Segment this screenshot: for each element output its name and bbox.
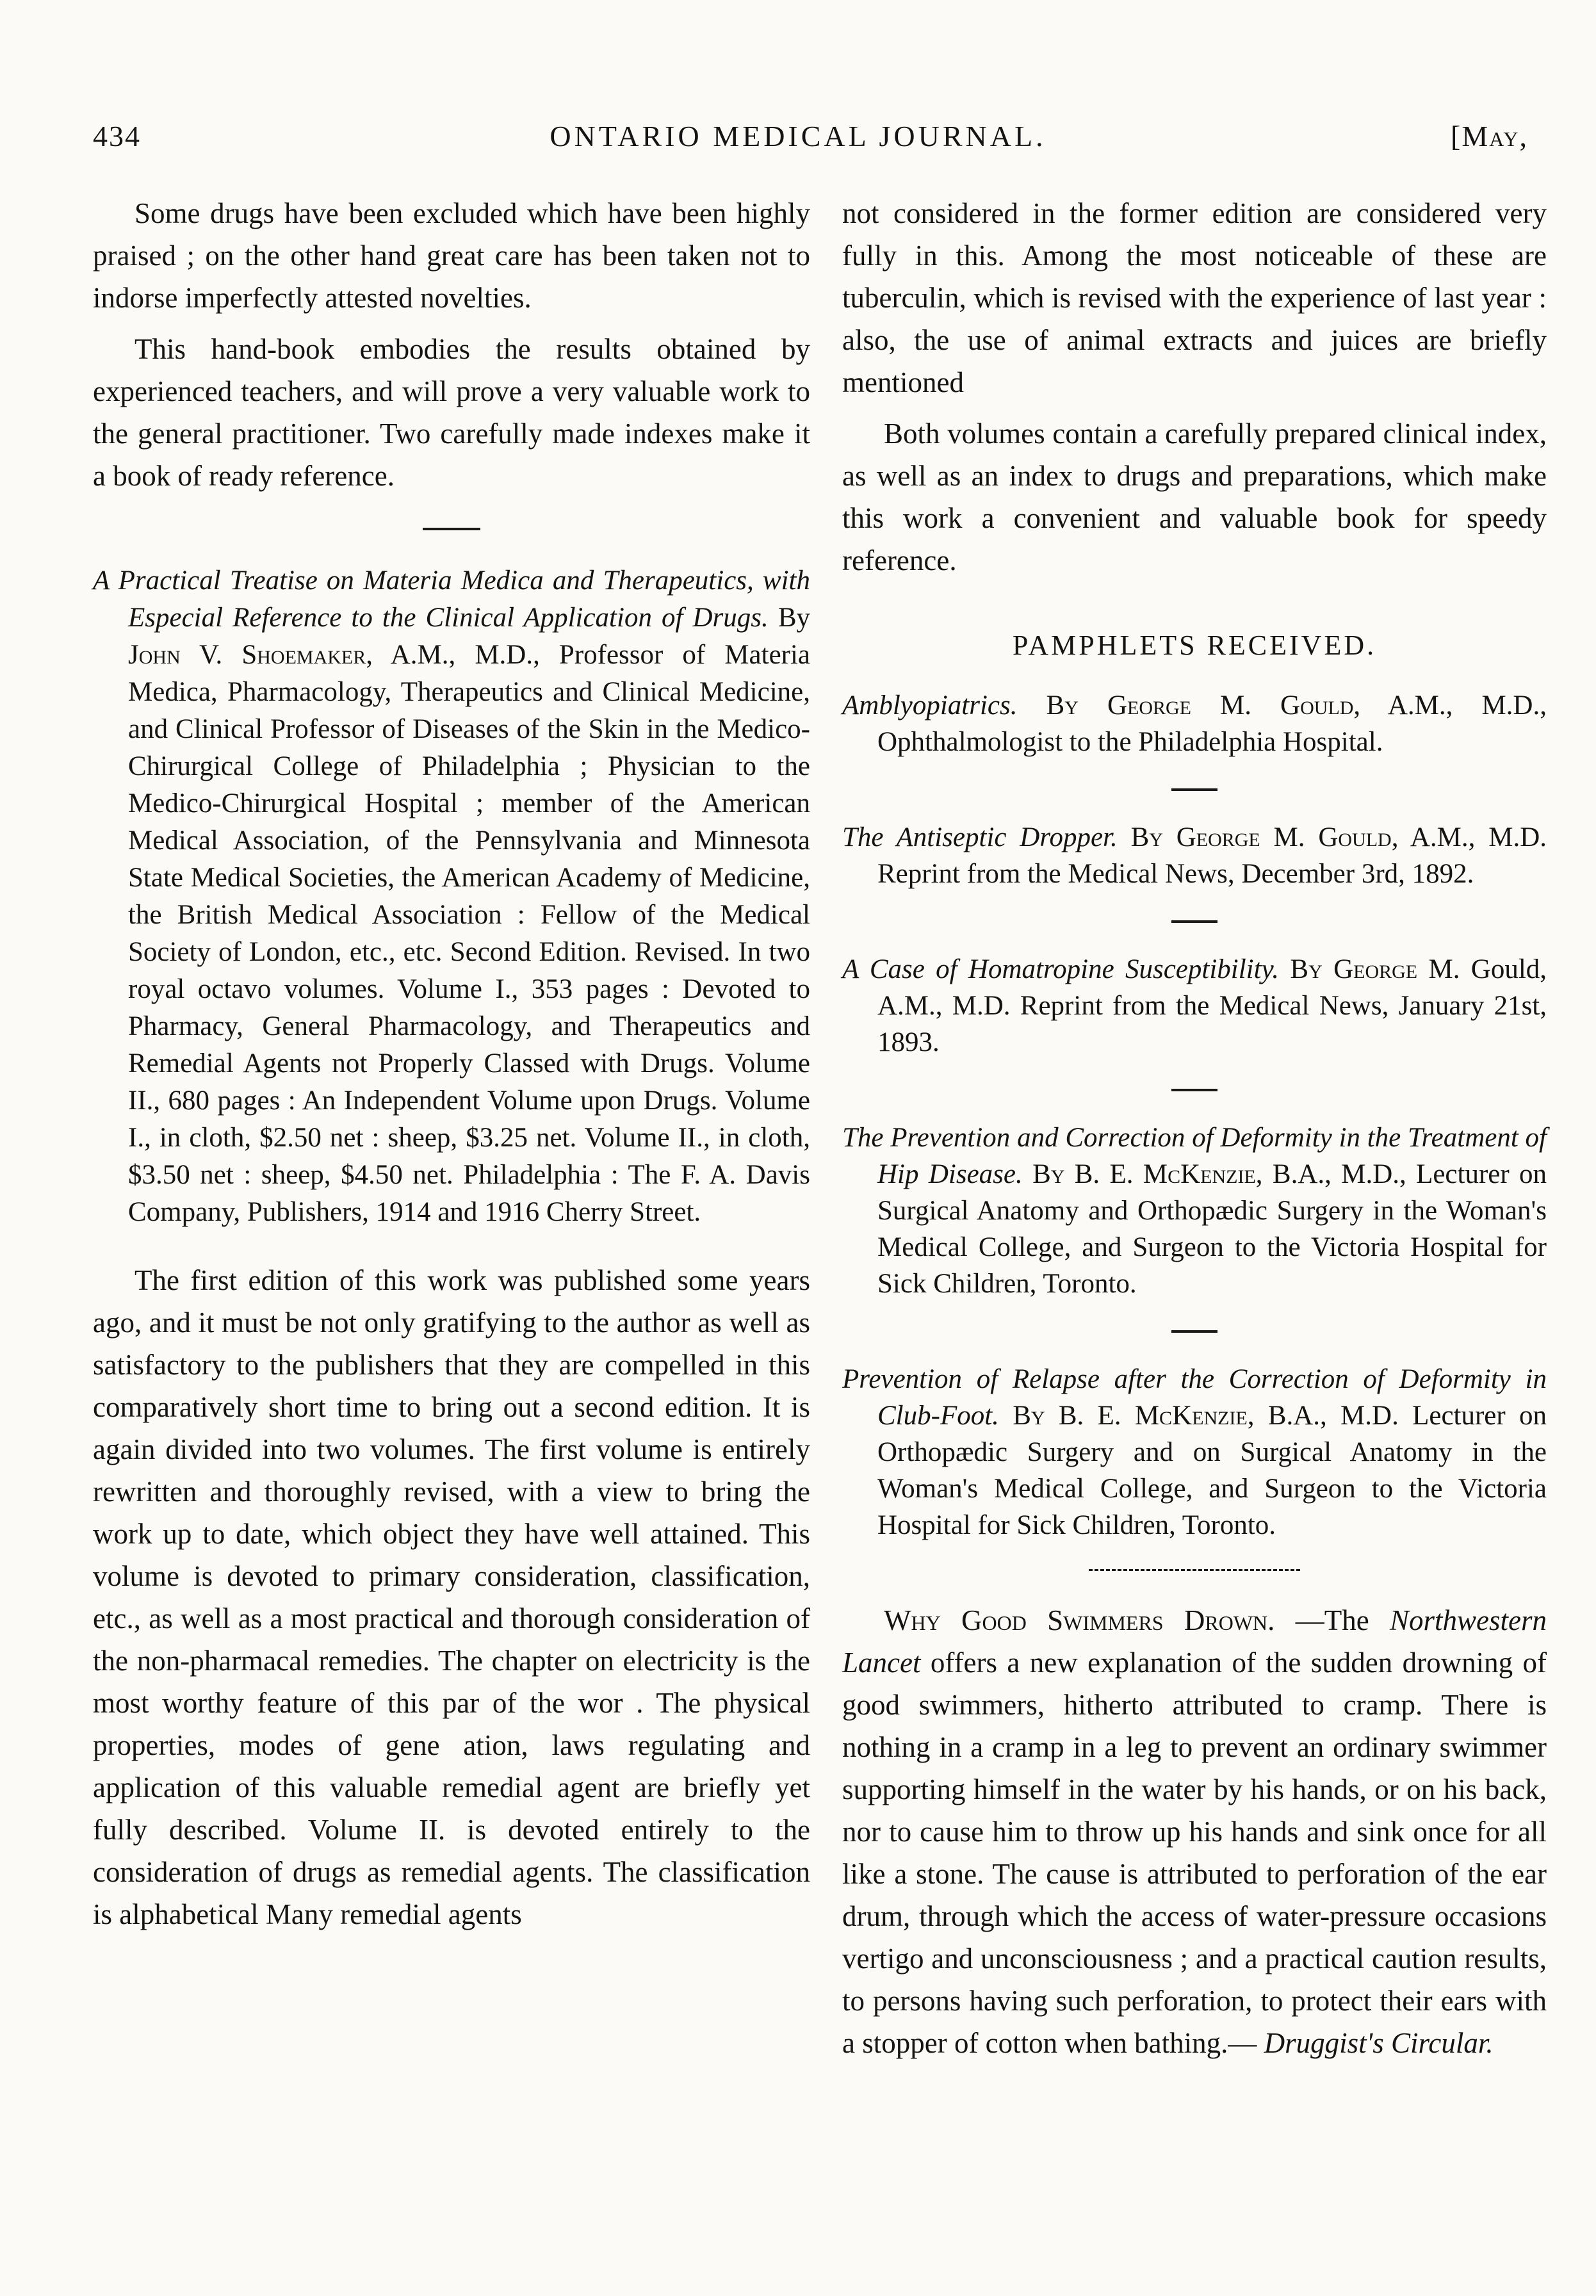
pamphlet-title: Prevention of Relapse after the Correction of Deformity in Club-Foot. — [842, 1364, 1547, 1431]
book-author: John V. Shoemaker, — [128, 640, 373, 670]
page-number: 434 — [93, 120, 141, 152]
article-credit: Druggist's Circular. — [1264, 2027, 1494, 2059]
pamphlet-entry — [842, 819, 1547, 892]
pamphlet-title: The Antiseptic Dropper. — [842, 822, 1118, 852]
pamphlet-entry — [842, 687, 1547, 760]
journal-title: ONTARIO MEDICAL JOURNAL. — [550, 120, 1046, 152]
pamphlet-title: Amblyopiatrics. — [842, 690, 1018, 721]
left-paragraph-3: The first edition of this work was published some years ago, and it must be not only gratifying to the author as well as satisfactory to the publishers that they are compelled in this comparatively short time to bring out a second edition. It is again divided into two volumes. The first volume is entirely rewritten and thoroughly revised, with a view to bring the work up to date, which object they have well attained. This volume is devoted to primary consideration, classification, etc., as well as a most practical and thorough consideration of the non-pharmacal remedies. The chapter on electricity is the most worthy feature of this par of the wor . The physical properties, modes of gene ation, laws regulating and application of this valuable remedial agent are briefly yet fully described. Volume II. is devoted entirely to the consideration of drugs as remedial agents. The classification is alphabetical Many remedial agents — [93, 1264, 810, 1930]
pamphlet-entry — [842, 1361, 1547, 1543]
pamphlet-author: By B. E. McKenzie, — [1032, 1159, 1263, 1189]
right-column — [842, 192, 1547, 2064]
entry-divider — [1171, 1330, 1217, 1333]
pamphlet-details: M.D., Ophthalmologist to the Philadelphia Hospital. — [877, 690, 1547, 757]
pamphlet-author: By George M. Gould, A.M., — [1046, 690, 1453, 721]
pamphlet-details: A.M., M.D. Reprint from the Medical News, December 3rd, 1892. — [877, 822, 1547, 889]
pamphlet-entry — [842, 1120, 1547, 1302]
pamphlet-author: By George M. Gould, — [1130, 822, 1399, 852]
pamphlets-heading: PAMPHLETS RECEIVED. — [1012, 630, 1377, 661]
pamphlet-details: B.A., M.D., Lecturer on Surgical Anatomy and Orthopædic Surgery in the Woman's Medical College, and Surgeon to the Victoria Hospital for Sick Children, Toronto. — [877, 1159, 1547, 1299]
right-paragraph-2: Both volumes contain a carefully prepared clinical index, as well as an index to drugs and preparations, which make this work a convenient and valuable book for speedy reference. — [842, 418, 1547, 576]
pamphlet-entry — [842, 951, 1547, 1061]
book-title: A Practical Treatise on Materia Medica and Therapeutics, with Especial Reference to the Clinical Application of Drugs. — [93, 566, 810, 633]
entry-divider — [1171, 788, 1217, 791]
right-paragraph-1: not considered in the former edition are considered very fully in this. Among the most noticeable of these are tuberculin, which is revised with the experience of last year : also, the use of animal extracts and juices are briefly mentioned — [842, 197, 1547, 398]
article-heading: Why Good Swimmers Drown. — [884, 1604, 1275, 1636]
article-divider — [1089, 1569, 1300, 1571]
pamphlet-author: By George — [1290, 954, 1418, 984]
book-review-citation — [93, 562, 810, 1231]
left-column — [93, 192, 810, 1935]
pamphlet-details: M. Gould, A.M., M.D. Reprint from the Medical News, January 21st, 1893. — [877, 954, 1547, 1057]
book-by: By — [778, 603, 810, 633]
issue-month: [May, — [1451, 120, 1529, 152]
left-paragraph-2: This hand-book embodies the results obtained by experienced teachers, and will prove a very valuable work to the general practitioner. Two carefully made indexes make it a book of ready reference. — [93, 333, 810, 492]
article-intro: —The — [1295, 1604, 1369, 1636]
article-body: offers a new explanation of the sudden drowning of good swimmers, hitherto attributed to cramp. There is nothing in a cramp in a leg to prevent an ordinary swimmer supporting himself in the water by his hands, or on his back, nor to cause him to throw up his hands and sink once for all like a stone. The cause is attributed to perforation of the ear drum, through which the access of water-pressure occasions vertigo and unconsciousness ; and a practical caution results, to persons having such perforation, to protect their ears with a stopper of cotton when bathing.— — [842, 1647, 1547, 2059]
pamphlet-title: A Case of Homatropine Susceptibility. — [842, 954, 1280, 984]
section-divider — [423, 528, 480, 530]
pamphlet-author: By B. E. McKenzie, — [1013, 1401, 1255, 1431]
pamphlet-details: B.A., M.D. Lecturer on Orthopædic Surgery and on Surgical Anatomy in the Woman's Medical College, and Surgeon to the Victoria Hospital for Sick Children, Toronto. — [877, 1401, 1547, 1540]
left-paragraph-1: Some drugs have been excluded which have been highly praised ; on the other hand great care has been taken not to indorse imperfectly attested novelties. — [93, 197, 810, 314]
entry-divider — [1171, 920, 1217, 923]
pamphlet-title: The Prevention and Correction of Deformity in the Treatment of Hip Disease. — [842, 1123, 1547, 1189]
article-source: Northwestern Lancet — [842, 1604, 1547, 1679]
entry-divider — [1171, 1089, 1217, 1091]
swimmers-article — [842, 1599, 1547, 2064]
book-details: A.M., M.D., Professor of Materia Medica, Pharmacology, Therapeutics and Clinical Medicine, and Clinical Professor of Diseases of the Skin in the Medico-Chirurgical College of Philadelphia ; Physician to the Medico-Chirurgical Hospital ; member of the American Medical Association, of the Pennsylvania and Minnesota State Medical Societies, the American Academy of Medicine, the British Medical Association : Fellow of the Medical Society of London, etc., etc. Second Edition. Revised. In two royal octavo volumes. Volume I., 353 pages : Devoted to Pharmacy, General Pharmacology, and Therapeutics and Remedial Agents not Properly Classed with Drugs. Volume II., 680 pages : An Independent Volume upon Drugs. Volume I., in cloth, $2.50 net : sheep, $3.25 net. Volume II., in cloth, $3.50 net : sheep, $4.50 net. Philadelphia : The F. A. Davis Company, Publishers, 1914 and 1916 Cherry Street. — [128, 640, 811, 1227]
